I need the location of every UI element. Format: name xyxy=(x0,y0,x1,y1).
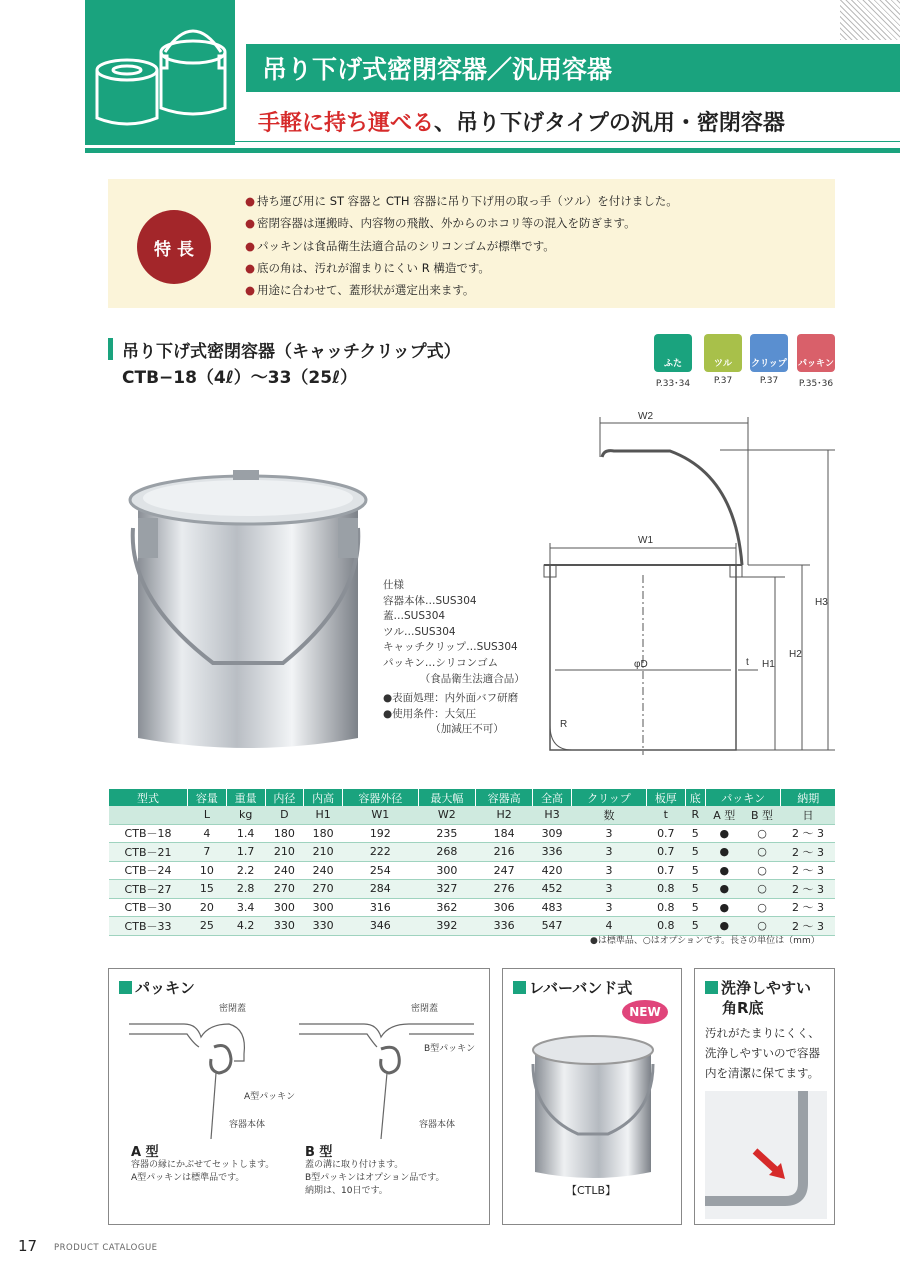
table-cell: ● xyxy=(705,824,743,843)
section-models: CTB−18（4ℓ）〜33（25ℓ） xyxy=(122,368,358,388)
section-marker xyxy=(108,338,113,360)
table-cell: 240 xyxy=(304,861,343,880)
option-lid-icon[interactable]: ふた xyxy=(654,334,692,372)
table-cell: ● xyxy=(705,843,743,862)
wash-title xyxy=(705,977,811,998)
table-cell: 330 xyxy=(304,917,343,936)
w2-label: W2 xyxy=(638,411,653,422)
section-title: 吊り下げ式密閉容器（キャッチクリップ式） xyxy=(122,342,461,362)
square-icon xyxy=(119,981,132,994)
a-type-label: A 型 xyxy=(131,1145,159,1160)
spec-condition: ●表面処理：内外面バフ研磨 xyxy=(383,692,519,705)
option-packing-page: P.35･36 xyxy=(798,379,834,389)
spec-table xyxy=(108,789,835,936)
table-cell: ○ xyxy=(743,880,781,899)
packing-title xyxy=(119,977,195,998)
page-number: 17 xyxy=(18,1237,38,1255)
table-cell: 3 xyxy=(571,824,646,843)
spec-line: （食品衛生法適合品） xyxy=(383,672,525,685)
unit-cell: A 型 xyxy=(705,806,743,824)
square-icon xyxy=(705,981,718,994)
spec-block xyxy=(383,578,525,738)
table-cell: ○ xyxy=(743,898,781,917)
unit-cell: W1 xyxy=(342,806,418,824)
spec-line: パッキン…シリコンゴム xyxy=(383,656,499,669)
table-cell: 327 xyxy=(418,880,475,899)
table-cell: 2.2 xyxy=(226,861,265,880)
table-cell: 254 xyxy=(342,861,418,880)
lever-caption: 【CTLB】 xyxy=(566,1184,617,1197)
dimension-diagram xyxy=(520,405,840,765)
header-thin-line xyxy=(235,141,900,142)
container-icon xyxy=(85,0,235,145)
table-row xyxy=(109,824,836,843)
packing-box xyxy=(108,968,490,1225)
table-cell: 0.7 xyxy=(646,824,685,843)
square-icon xyxy=(513,981,526,994)
wash-desc xyxy=(705,1023,820,1083)
table-cell: 306 xyxy=(475,898,532,917)
table-header: 容器高 xyxy=(475,789,532,806)
table-cell: 5 xyxy=(685,824,705,843)
wash-box xyxy=(694,968,835,1225)
a-body-label: 容器本体 xyxy=(229,1120,266,1130)
table-cell: 210 xyxy=(304,843,343,862)
table-cell: 300 xyxy=(304,898,343,917)
table-cell: ● xyxy=(705,861,743,880)
table-header: クリップ xyxy=(571,789,646,806)
table-cell: 222 xyxy=(342,843,418,862)
table-cell: 330 xyxy=(265,917,304,936)
table-cell: 180 xyxy=(304,824,343,843)
d-label: φD xyxy=(634,659,648,670)
table-cell: 5 xyxy=(685,898,705,917)
table-cell: 2 ～ 3 xyxy=(781,824,835,843)
table-cell: 235 xyxy=(418,824,475,843)
a-desc xyxy=(131,1159,274,1185)
table-cell: ○ xyxy=(743,843,781,862)
w1-label: W1 xyxy=(638,535,653,546)
h2-label: H2 xyxy=(789,649,802,660)
feature-item: ● パッキンは食品衛生法適合品のシリコンゴムが標準です。 xyxy=(245,235,678,257)
table-row xyxy=(109,843,836,862)
a-desc-line: 容器の縁にかぶせてセットします。 xyxy=(131,1160,275,1170)
table-cell: 336 xyxy=(533,843,572,862)
table-body xyxy=(109,824,836,935)
rounded-corner-illustration xyxy=(705,1091,827,1219)
r-label: R xyxy=(560,719,568,730)
h3-label: H3 xyxy=(815,597,828,608)
feature-item: ● 持ち運び用に ST 容器と CTH 容器に吊り下げ用の取っ手（ツル）を付けました。 xyxy=(245,190,678,212)
table-cell: 336 xyxy=(475,917,532,936)
footer-label: PRODUCT CATALOGUE xyxy=(54,1243,158,1253)
table-cell: 270 xyxy=(304,880,343,899)
packing-title-text: パッキン xyxy=(135,979,195,997)
table-cell: CTB－24 xyxy=(109,861,188,880)
table-cell: 362 xyxy=(418,898,475,917)
table-cell: 483 xyxy=(533,898,572,917)
wash-desc-line: 洗浄しやすいので容器 xyxy=(705,1046,820,1060)
table-cell: CTB－21 xyxy=(109,843,188,862)
table-cell: 192 xyxy=(342,824,418,843)
spec-line: キャッチクリップ…SUS304 xyxy=(383,641,518,654)
spec-condition: ●使用条件：大気圧 xyxy=(383,707,477,720)
feature-item: ● 密閉容器は運搬時、内容物の飛散、外からのホコリ等の混入を防ぎます。 xyxy=(245,212,678,234)
table-cell: 2 ～ 3 xyxy=(781,861,835,880)
table-cell: 5 xyxy=(685,861,705,880)
option-lid-page: P.33･34 xyxy=(655,379,691,389)
table-cell: 392 xyxy=(418,917,475,936)
table-header: 最大幅 xyxy=(418,789,475,806)
features-badge: 特 長 xyxy=(137,210,211,284)
table-cell: ○ xyxy=(743,917,781,936)
table-cell: 547 xyxy=(533,917,572,936)
table-cell: 7 xyxy=(188,843,227,862)
table-header: 内径 xyxy=(265,789,304,806)
wash-desc-line: 汚れがたまりにくく、 xyxy=(705,1026,820,1040)
a-lid-label: 密閉蓋 xyxy=(219,1004,247,1014)
table-cell: 0.7 xyxy=(646,843,685,862)
wash-title-text: 洗浄しやすい xyxy=(721,979,812,997)
a-packing-label: A型パッキン xyxy=(244,1092,296,1102)
unit-cell: 数 xyxy=(571,806,646,824)
unit-cell: t xyxy=(646,806,685,824)
table-cell: 4 xyxy=(571,917,646,936)
table-header: 納期 xyxy=(781,789,835,806)
table-cell: 0.7 xyxy=(646,861,685,880)
option-packing-icon[interactable]: パッキン xyxy=(797,334,835,372)
table-row xyxy=(109,880,836,899)
table-cell: 420 xyxy=(533,861,572,880)
wash-desc-line: 内を清潔に保てます。 xyxy=(705,1066,820,1080)
table-cell: 5 xyxy=(685,843,705,862)
header-divider xyxy=(85,148,900,153)
table-cell: 300 xyxy=(418,861,475,880)
table-header: 容量 xyxy=(188,789,227,806)
table-cell: ● xyxy=(705,880,743,899)
table-header: 板厚 xyxy=(646,789,685,806)
unit-cell: 日 xyxy=(781,806,835,824)
new-badge: NEW xyxy=(622,1000,668,1024)
table-cell: 309 xyxy=(533,824,572,843)
table-cell: 3 xyxy=(571,861,646,880)
subtitle-highlight: 手軽に持ち運べる xyxy=(258,111,435,136)
unit-cell: R xyxy=(685,806,705,824)
unit-cell: D xyxy=(265,806,304,824)
table-header: 重量 xyxy=(226,789,265,806)
features-list xyxy=(245,190,678,301)
b-type-label: B 型 xyxy=(305,1145,333,1160)
b-lid-label: 密閉蓋 xyxy=(411,1004,439,1014)
table-cell: 268 xyxy=(418,843,475,862)
table-cell: 1.7 xyxy=(226,843,265,862)
table-row xyxy=(109,861,836,880)
unit-cell: H1 xyxy=(304,806,343,824)
unit-cell: H3 xyxy=(533,806,572,824)
wash-title-2: 角R底 xyxy=(722,999,764,1017)
table-cell: 2 ～ 3 xyxy=(781,917,835,936)
h1-label: H1 xyxy=(762,659,775,670)
unit-cell: B 型 xyxy=(743,806,781,824)
table-cell: ○ xyxy=(743,861,781,880)
unit-cell xyxy=(109,806,188,824)
table-cell: 247 xyxy=(475,861,532,880)
table-header: 底 xyxy=(685,789,705,806)
table-cell: 5 xyxy=(685,880,705,899)
table-cell: 3 xyxy=(571,843,646,862)
table-cell: 276 xyxy=(475,880,532,899)
table-cell: 452 xyxy=(533,880,572,899)
unit-cell: L xyxy=(188,806,227,824)
table-cell: 3 xyxy=(571,898,646,917)
b-desc-line: B型パッキンはオプション品です。 xyxy=(305,1173,445,1183)
table-cell: 20 xyxy=(188,898,227,917)
table-cell: ● xyxy=(705,917,743,936)
table-cell: 270 xyxy=(265,880,304,899)
table-cell: ○ xyxy=(743,824,781,843)
table-cell: 300 xyxy=(265,898,304,917)
table-cell: 25 xyxy=(188,917,227,936)
table-cell: 2.8 xyxy=(226,880,265,899)
subtitle-text: 、吊り下げタイプの汎用・密閉容器 xyxy=(434,111,785,136)
b-packing-label: B型パッキン xyxy=(424,1044,476,1054)
table-cell: 3.4 xyxy=(226,898,265,917)
page-subtitle xyxy=(258,106,785,137)
header-hatch xyxy=(840,0,900,40)
unit-cell: kg xyxy=(226,806,265,824)
b-desc-line: 納期は、10日です。 xyxy=(305,1186,388,1196)
table-cell: 2 ～ 3 xyxy=(781,898,835,917)
spec-line: 仕様 xyxy=(383,579,404,591)
t-label: t xyxy=(746,657,749,668)
unit-cell: H2 xyxy=(475,806,532,824)
table-cell: 210 xyxy=(265,843,304,862)
header-product-illustration xyxy=(85,0,235,145)
option-handle-icon[interactable]: ツル xyxy=(704,334,742,372)
b-desc xyxy=(305,1159,445,1198)
table-cell: 10 xyxy=(188,861,227,880)
lever-band-photo xyxy=(523,1024,663,1184)
spec-line: ツル…SUS304 xyxy=(383,625,456,638)
lever-title-text: レバーバンド式 xyxy=(529,979,633,997)
table-cell: ● xyxy=(705,898,743,917)
lever-title xyxy=(513,977,632,998)
table-cell: 240 xyxy=(265,861,304,880)
unit-cell: W2 xyxy=(418,806,475,824)
product-photo xyxy=(108,458,388,758)
table-cell: 0.8 xyxy=(646,898,685,917)
table-cell: 0.8 xyxy=(646,917,685,936)
option-clip-icon[interactable]: クリップ xyxy=(750,334,788,372)
table-cell: 346 xyxy=(342,917,418,936)
table-header: パッキン xyxy=(705,789,781,806)
table-cell: 4 xyxy=(188,824,227,843)
spec-line: 容器本体…SUS304 xyxy=(383,594,477,607)
table-cell: 0.8 xyxy=(646,880,685,899)
table-cell: 1.4 xyxy=(226,824,265,843)
table-cell: CTB－27 xyxy=(109,880,188,899)
a-desc-line: A型パッキンは標準品です。 xyxy=(131,1173,245,1183)
b-desc-line: 蓋の溝に取り付けます。 xyxy=(305,1160,404,1170)
table-header: 容器外径 xyxy=(342,789,418,806)
spec-condition: （加減圧不可） xyxy=(383,723,504,736)
table-cell: 284 xyxy=(342,880,418,899)
table-header: 全高 xyxy=(533,789,572,806)
table-header: 内高 xyxy=(304,789,343,806)
table-row xyxy=(109,898,836,917)
table-cell: 4.2 xyxy=(226,917,265,936)
table-header: 型式 xyxy=(109,789,188,806)
table-cell: 15 xyxy=(188,880,227,899)
option-handle-page: P.37 xyxy=(713,376,733,386)
page-title: 吊り下げ式密閉容器／汎用容器 xyxy=(262,55,613,84)
spec-line: 蓋…SUS304 xyxy=(383,610,446,623)
table-cell: 5 xyxy=(685,917,705,936)
table-cell: CTB－33 xyxy=(109,917,188,936)
feature-item: ● 底の角は、汚れが溜まりにくい R 構造です。 xyxy=(245,257,678,279)
table-cell: CTB－30 xyxy=(109,898,188,917)
table-cell: 180 xyxy=(265,824,304,843)
table-cell: 184 xyxy=(475,824,532,843)
table-units-row xyxy=(109,806,836,824)
b-body-label: 容器本体 xyxy=(419,1120,456,1130)
option-clip-page: P.37 xyxy=(759,376,779,386)
feature-item: ● 用途に合わせて、蓋形状が選定出来ます。 xyxy=(245,279,678,301)
table-cell: 216 xyxy=(475,843,532,862)
packing-diagrams xyxy=(119,999,484,1149)
table-cell: 316 xyxy=(342,898,418,917)
table-cell: 2 ～ 3 xyxy=(781,880,835,899)
table-cell: 3 xyxy=(571,880,646,899)
table-cell: CTB－18 xyxy=(109,824,188,843)
table-cell: 2 ～ 3 xyxy=(781,843,835,862)
table-header-row xyxy=(109,789,836,806)
table-note: ●は標準品、○はオプションです。長さの単位は（mm） xyxy=(590,936,820,946)
